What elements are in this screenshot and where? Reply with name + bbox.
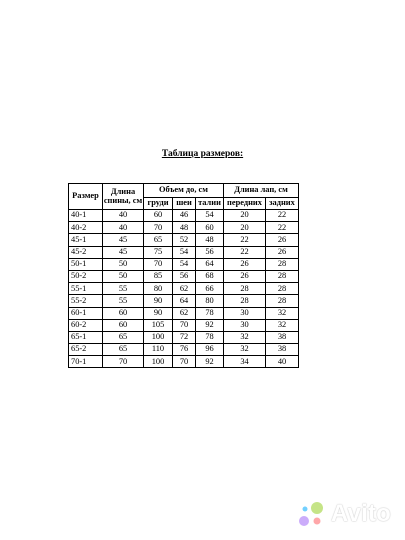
table-row <box>69 356 299 368</box>
table-cell: 80 <box>196 295 224 307</box>
table-cell: 28 <box>266 283 299 295</box>
table-cell: 60 <box>144 210 173 222</box>
header-paw-length-group: Длина лап, см <box>224 184 299 198</box>
table-cell: 40-1 <box>69 210 103 222</box>
table-row <box>69 234 299 246</box>
table-cell: 45 <box>103 246 144 258</box>
avito-dot <box>302 507 307 512</box>
table-cell: 55 <box>103 295 144 307</box>
table-row <box>69 307 299 319</box>
header-rear: задних <box>266 198 299 210</box>
table-cell: 70 <box>144 222 173 234</box>
table-row <box>69 270 299 282</box>
header-volume-group: Объем до, см <box>144 184 224 198</box>
table-cell: 70 <box>103 356 144 368</box>
header-front: передних <box>224 198 266 210</box>
table-cell: 40 <box>266 356 299 368</box>
table-cell: 30 <box>224 307 266 319</box>
table-cell: 96 <box>196 344 224 356</box>
table-cell: 54 <box>173 246 196 258</box>
table-cell: 50-1 <box>69 258 103 270</box>
table-cell: 34 <box>224 356 266 368</box>
table-cell: 90 <box>144 295 173 307</box>
table-cell: 38 <box>266 331 299 343</box>
table-cell: 70-1 <box>69 356 103 368</box>
table-cell: 48 <box>196 234 224 246</box>
table-cell: 92 <box>196 319 224 331</box>
table-cell: 28 <box>224 295 266 307</box>
table-cell: 66 <box>196 283 224 295</box>
table-cell: 45-2 <box>69 246 103 258</box>
table-cell: 40 <box>103 210 144 222</box>
table-row <box>69 283 299 295</box>
table-cell: 56 <box>196 246 224 258</box>
table-cell: 100 <box>144 331 173 343</box>
table-row <box>69 295 299 307</box>
table-cell: 28 <box>224 283 266 295</box>
table-cell: 85 <box>144 270 173 282</box>
table-cell: 28 <box>266 295 299 307</box>
size-table <box>68 183 299 368</box>
table-header-row <box>69 184 299 198</box>
table-cell: 30 <box>224 319 266 331</box>
table-cell: 68 <box>196 270 224 282</box>
table-cell: 78 <box>196 331 224 343</box>
table-cell: 60-1 <box>69 307 103 319</box>
table-cell: 52 <box>173 234 196 246</box>
table-cell: 50-2 <box>69 270 103 282</box>
table-cell: 48 <box>173 222 196 234</box>
table-cell: 72 <box>173 331 196 343</box>
table-row <box>69 344 299 356</box>
table-cell: 40-2 <box>69 222 103 234</box>
table-cell: 32 <box>224 344 266 356</box>
table-cell: 56 <box>173 270 196 282</box>
table-cell: 80 <box>144 283 173 295</box>
table-cell: 65-1 <box>69 331 103 343</box>
avito-dot <box>311 502 323 514</box>
table-cell: 105 <box>144 319 173 331</box>
table-cell: 55-1 <box>69 283 103 295</box>
avito-logo-icon <box>297 501 327 527</box>
table-cell: 78 <box>196 307 224 319</box>
table-cell: 65 <box>144 234 173 246</box>
table-cell: 64 <box>196 258 224 270</box>
table-cell: 64 <box>173 295 196 307</box>
table-cell: 22 <box>266 210 299 222</box>
table-cell: 65-2 <box>69 344 103 356</box>
table-cell: 22 <box>266 222 299 234</box>
table-cell: 26 <box>266 246 299 258</box>
table-cell: 54 <box>173 258 196 270</box>
table-row <box>69 210 299 222</box>
table-cell: 76 <box>173 344 196 356</box>
table-cell: 45 <box>103 234 144 246</box>
table-cell: 62 <box>173 307 196 319</box>
table-cell: 32 <box>224 331 266 343</box>
header-waist: талии <box>196 198 224 210</box>
avito-logo-text: Avito <box>330 500 391 527</box>
table-cell: 40 <box>103 222 144 234</box>
table-cell: 100 <box>144 356 173 368</box>
table-cell: 22 <box>224 246 266 258</box>
avito-dot <box>313 518 320 525</box>
avito-dot <box>299 516 309 526</box>
table-row <box>69 331 299 343</box>
header-neck: шеи <box>173 198 196 210</box>
table-cell: 65 <box>103 331 144 343</box>
table-cell: 90 <box>144 307 173 319</box>
table-cell: 20 <box>224 210 266 222</box>
avito-watermark <box>297 500 391 528</box>
table-cell: 28 <box>266 258 299 270</box>
table-cell: 65 <box>103 344 144 356</box>
table-cell: 60 <box>103 307 144 319</box>
table-cell: 22 <box>224 234 266 246</box>
table-cell: 32 <box>266 307 299 319</box>
table-cell: 70 <box>144 258 173 270</box>
table-cell: 50 <box>103 270 144 282</box>
table-title: Таблица размеров: <box>161 149 244 159</box>
table-cell: 60 <box>103 319 144 331</box>
table-cell: 75 <box>144 246 173 258</box>
table-row <box>69 319 299 331</box>
table-cell: 60 <box>196 222 224 234</box>
table-cell: 26 <box>224 270 266 282</box>
header-chest: груди <box>144 198 173 210</box>
header-size: Размер <box>69 184 103 210</box>
table-body <box>69 210 299 368</box>
table-cell: 46 <box>173 210 196 222</box>
table-cell: 70 <box>173 356 196 368</box>
table-row <box>69 246 299 258</box>
table-cell: 110 <box>144 344 173 356</box>
table-cell: 62 <box>173 283 196 295</box>
header-back-length: Длина спины, см <box>103 184 144 210</box>
table-cell: 54 <box>196 210 224 222</box>
table-cell: 92 <box>196 356 224 368</box>
table-cell: 70 <box>173 319 196 331</box>
table-cell: 38 <box>266 344 299 356</box>
table-cell: 55 <box>103 283 144 295</box>
table-cell: 50 <box>103 258 144 270</box>
table-row <box>69 258 299 270</box>
table-cell: 55-2 <box>69 295 103 307</box>
table-cell: 28 <box>266 270 299 282</box>
table-cell: 20 <box>224 222 266 234</box>
table-row <box>69 222 299 234</box>
table-cell: 60-2 <box>69 319 103 331</box>
table-cell: 26 <box>224 258 266 270</box>
table-cell: 32 <box>266 319 299 331</box>
table-cell: 26 <box>266 234 299 246</box>
table-cell: 45-1 <box>69 234 103 246</box>
